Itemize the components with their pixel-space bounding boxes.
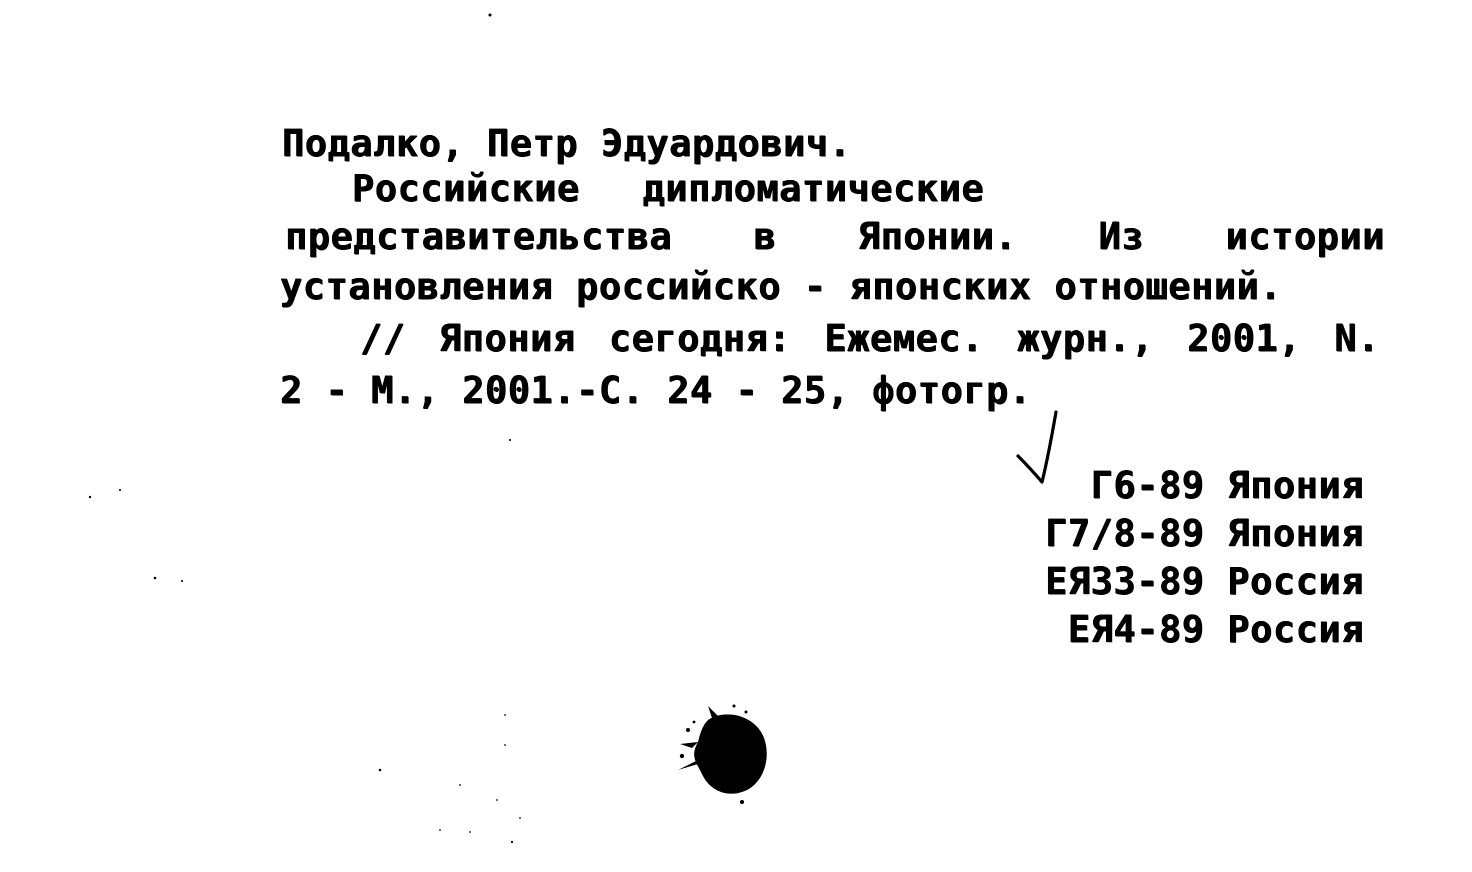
source-word: N.: [1334, 317, 1380, 360]
author-line: Подалко, Петр Эдуардович.: [282, 122, 852, 165]
source-word: журн.,: [1017, 317, 1154, 360]
source-line-1: [360, 317, 1380, 360]
source-word: сегодня:: [608, 317, 792, 360]
title-word: представительства: [285, 215, 673, 258]
code-line: ЕЯ33-89 Россия: [1045, 560, 1364, 603]
code-line: Г6-89 Япония: [1090, 464, 1364, 507]
ink-blot-icon: [668, 698, 778, 808]
source-word: Япония: [438, 317, 576, 360]
code-line: Г7/8-89 Япония: [1045, 512, 1364, 555]
source-word: //: [360, 317, 406, 360]
title-line-1: Российские дипломатические: [352, 167, 985, 210]
title-line-3: установления российско - японских отношений.: [280, 265, 1283, 308]
code-line: ЕЯ4-89 Россия: [1067, 608, 1364, 651]
source-word: 2001,: [1187, 317, 1302, 360]
source-word: Ежемес.: [824, 317, 984, 360]
title-word: Японии.: [857, 215, 1018, 258]
title-line-2: [285, 215, 1385, 258]
title-word: в: [753, 215, 777, 258]
title-word: истории: [1225, 215, 1385, 258]
source-line-2: 2 - М., 2001.-С. 24 - 25, фотогр.: [280, 369, 1032, 412]
title-word: Из: [1098, 215, 1145, 258]
classification-codes: [1045, 462, 1364, 654]
